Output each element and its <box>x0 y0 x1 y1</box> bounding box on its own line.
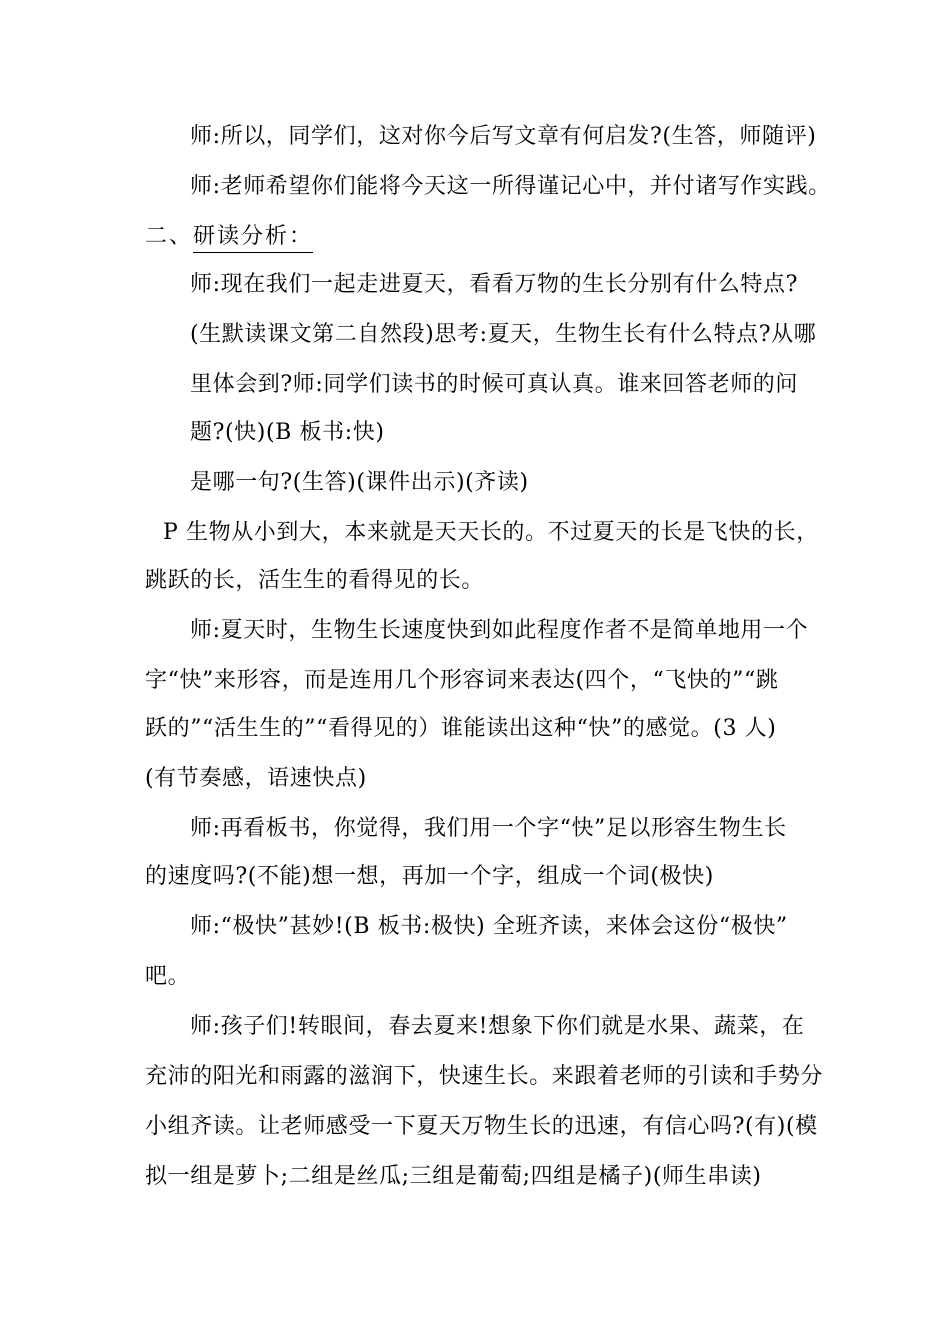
paragraph-line: 题?(快)(B 板书:快) <box>190 420 385 445</box>
section-number: 二、 <box>145 224 194 249</box>
paragraph-line: 拟一组是萝卜;二组是丝瓜;三组是葡萄;四组是橘子)(师生串读) <box>145 1164 762 1189</box>
paragraph-line: (生默读课文第二自然段)思考:夏天，生物生长有什么特点?从哪 <box>190 322 817 347</box>
paragraph-line: 师:“极快”甚妙!(B 板书:极快) 全班齐读，来体会这份“极快” <box>190 914 788 939</box>
paragraph-line: 师:老师希望你们能将今天这一所得谨记心中，并付诸写作实践。 <box>190 174 831 199</box>
paragraph-line: 师:夏天时，生物生长速度快到如此程度作者不是简单地用一个 <box>190 618 809 643</box>
paragraph-line: 是哪一句?(生答)(课件出示)(齐读) <box>190 470 529 495</box>
paragraph-line: 师:孩子们!转眼间，春去夏来!想象下你们就是水果、蔬菜，在 <box>190 1014 805 1039</box>
paragraph-line: 小组齐读。让老师感受一下夏天万物生长的迅速，有信心吗?(有)(模 <box>145 1114 818 1139</box>
paragraph-line: 跃的”“活生生的”“看得见的）谁能读出这种“快”的感觉。(3 人) <box>145 716 777 741</box>
paragraph-line: 的速度吗?(不能)想一想，再加一个字，组成一个词(极快) <box>145 864 714 889</box>
paragraph-line: 师:所以，同学们，这对你今后写文章有何启发?(生答，师随评) <box>190 124 817 149</box>
paragraph-line: 里体会到?师:同学们读书的时候可真认真。谁来回答老师的问 <box>190 372 799 397</box>
paragraph-line: 师:再看板书，你觉得，我们用一个字“快”足以形容生物生长 <box>190 816 787 841</box>
paragraph-line: 字“快”来形容，而是连用几个形容词来表达(四个，“飞快的”“跳 <box>145 668 779 693</box>
section-heading <box>145 222 313 252</box>
section-title: 研读分析： <box>193 224 313 253</box>
paragraph-line: 充沛的阳光和雨露的滋润下，快速生长。来跟着老师的引读和手势分 <box>145 1064 824 1089</box>
paragraph-line: 跳跃的长，活生生的看得见的长。 <box>145 568 485 593</box>
paragraph-line: P 生物从小到大，本来就是天天长的。不过夏天的长是飞快的长， <box>163 520 819 545</box>
paragraph-line: 吧。 <box>145 964 191 989</box>
paragraph-line: (有节奏感，语速快点) <box>145 766 367 791</box>
paragraph-line: 师:现在我们一起走进夏天，看看万物的生长分别有什么特点? <box>190 272 799 297</box>
